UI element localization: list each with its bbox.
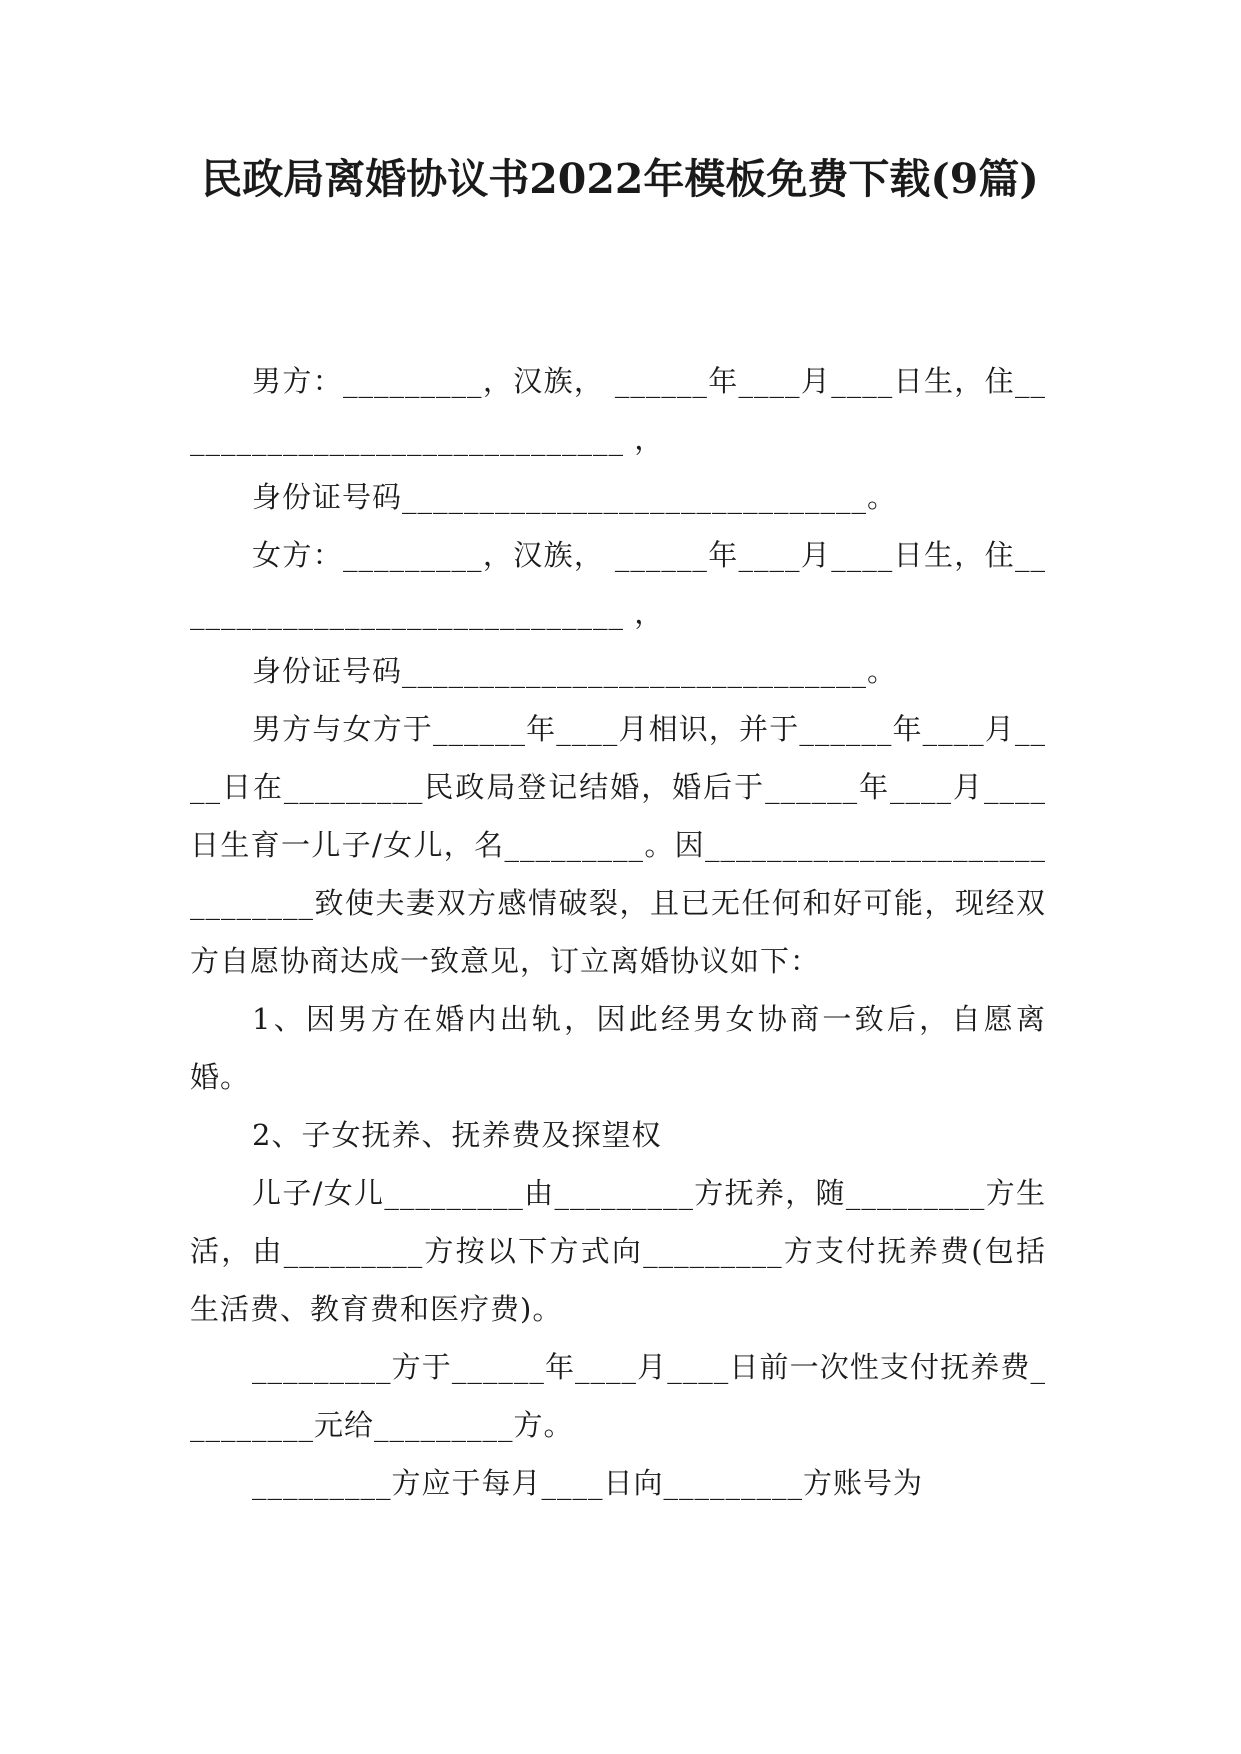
paragraph-clause-2-heading: 2、子女抚养、抚养费及探望权 xyxy=(252,1118,662,1152)
paragraph-lump-sum: _________方于______年____月____日前一次性支付抚养费_________元给_________方。 xyxy=(190,1350,1046,1442)
paragraph-custody: 儿子/女儿_________由_________方抚养，随_________方生活，由_________方按以下方式向_________方支付抚养费(包括生活费、教育费和医疗费)。 xyxy=(190,1176,1046,1326)
paragraph-male-id: 身份证号码______________________________。 xyxy=(252,480,898,514)
paragraph-female-id: 身份证号码______________________________。 xyxy=(252,654,898,688)
document-body xyxy=(190,352,1046,1512)
document-title: 民政局离婚协议书2022年模板免费下载(9篇) xyxy=(201,155,1039,203)
paragraph-clause-1: 1、因男方在婚内出轨，因此经男女协商一致后，自愿离婚。 xyxy=(190,1002,1046,1094)
paragraph-marriage-history: 男方与女方于______年____月相识，并于______年____月____日在_________民政局登记结婚，婚后于______年____月____日生育一儿子/女儿，名_________。因______________________________致使夫妻双方感情破裂，且已无任何和好可能，现经双方自愿协商达成一致意见，订立离婚协议如下： xyxy=(190,712,1046,978)
paragraph-female-party: 女方：_________，汉族， ______年____月____日生，住______________________________ ， xyxy=(190,538,1046,630)
paragraph-male-party: 男方：_________，汉族， ______年____月____日生，住______________________________ ， xyxy=(190,364,1046,456)
paragraph-monthly-payment: _________方应于每月____日向_________方账号为 xyxy=(252,1466,924,1500)
